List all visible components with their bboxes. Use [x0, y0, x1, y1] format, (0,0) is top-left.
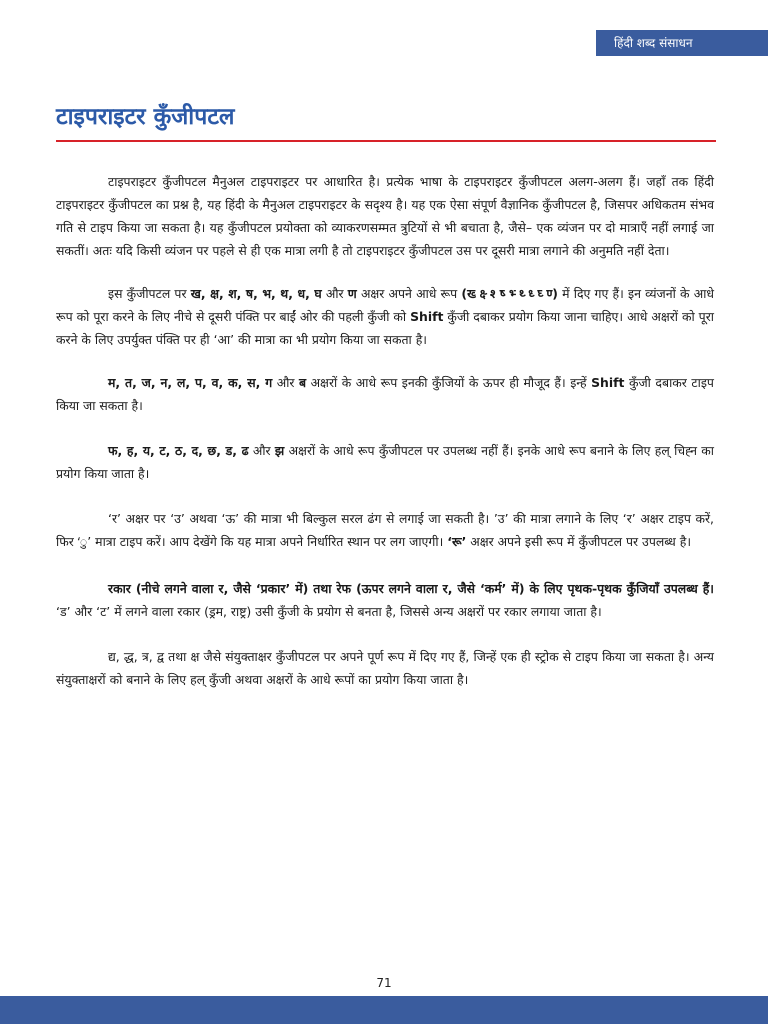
paragraph-5-text-b: अक्षर अपने इसी रूप में कुँजीपटल पर उपलब्ध है।	[470, 534, 692, 549]
bold-letter: ‘रू’	[447, 534, 467, 549]
bold-letter: ब	[298, 375, 307, 390]
paragraph-3	[56, 371, 714, 417]
paragraph-2-text-a: इस कुँजीपटल पर	[108, 286, 187, 301]
paragraph-5	[56, 507, 714, 553]
shift-key-label: Shift	[591, 375, 625, 390]
paragraph-2-text-c: में दिए गए हैं। इन व्यंजनों के आधे रूप को पूरा करने के लिए नीचे से दूसरी पंक्ति पर बाईं ओर की पहली कुँजी को	[56, 286, 714, 324]
bold-letter: झ	[274, 443, 285, 458]
paragraph-2-text-b: अक्षर अपने आधे रूप	[360, 286, 458, 301]
paragraph-3-text-b: कुँजी दबाकर टाइप किया जा सकता है।	[56, 375, 714, 413]
paragraph-4-text: अक्षरों के आधे रूप कुँजीपटल पर उपलब्ध नहीं हैं। इनके आधे रूप बनाने के लिए हल् चिह्‍न का प्रयोग किया जाता है।	[56, 443, 714, 481]
title-underline	[56, 140, 716, 142]
paragraph-7	[56, 645, 714, 691]
bold-letters: फ, ह, य, ट, ठ, द, छ, ड, ढ	[108, 443, 249, 458]
bold-letters: ख, क्ष, श, ष, भ, थ, ध, घ	[190, 286, 322, 301]
paragraph-2-text-d: कुँजी दबाकर प्रयोग किया जाना चाहिए। आधे अक्षरों को पूरा करने के लिए उपर्युक्त पंक्ति पर ही ‘आ’ की मात्रा का भी प्रयोग किया जा सकता है।	[56, 309, 714, 347]
paragraph-7-text: द्य, द्ध, त्र, द्व तथा क्ष जैसे संयुक्ताक्षर कुँजीपटल पर अपने पूर्ण रूप में दिए गए हैं, जिन्हें एक ही स्ट्रोक से टाइप किया जा सकता है। अन्य संयुक्ताक्षरों को बनाने के लिए हल् कुँजी अथवा अक्षरों के आधे रूपों का प्रयोग किया जाता है।	[56, 649, 714, 687]
paragraph-6-text: ‘ड’ और ‘ट’ में लगने वाला रकार (ड्रम, राष्ट्र) उसी कुँजी के प्रयोग से बनता है, जिससे अन्य अक्षरों पर रकार लगाया जाता है।	[56, 604, 602, 619]
conjunction: और	[252, 443, 271, 458]
conjunction: और	[325, 286, 344, 301]
paragraph-5-text-a: ‘र’ अक्षर पर ‘उ’ अथवा ‘ऊ’ की मात्रा भी बिल्कुल सरल ढंग से लगाई जा सकती है। ’उ’ की मात्रा लगाने के लिए ‘र’ अक्षर टाइप करें, फिर ‘ु’ मात्रा टाइप करें। आप देखेंगे कि यह मात्रा अपने निर्धारित स्थान पर लग जाएगी।	[56, 511, 714, 549]
body-content	[56, 170, 714, 711]
bold-letters: म, त, ज, न, ल, प, व, क, स, ग	[108, 375, 273, 390]
bold-letter: ण	[347, 286, 357, 301]
half-forms: (ख्‍ क्ष्‍ श्‍ ष्‍ भ्‍ थ्‍ ध्‍ घ्‍ ण्‍)	[461, 286, 558, 301]
bold-sentence: रकार (नीचे लगने वाला र, जैसे ‘प्रकार’ में) तथा रेफ (ऊपर लगने वाला र, जैसे ‘कर्म’ में) के लिए पृथक-पृथक कुँजियाँ उपलब्ध हैं।	[108, 581, 714, 596]
paragraph-3-text-a: अक्षरों के आधे रूप इनकी कुँजियों के ऊपर ही मौजूद हैं। इन्हें	[310, 375, 587, 390]
page-title: टाइपराइटर कुँजीपटल	[56, 104, 235, 130]
paragraph-1	[56, 170, 714, 262]
paragraph-4	[56, 439, 714, 485]
footer-bar	[0, 996, 768, 1024]
conjunction: और	[276, 375, 295, 390]
paragraph-2	[56, 282, 714, 351]
page-number: 71	[376, 976, 392, 990]
shift-key-label: Shift	[410, 309, 444, 324]
paragraph-6	[56, 577, 714, 623]
section-header-tag: हिंदी शब्द संसाधन	[596, 30, 768, 56]
paragraph-1-text: टाइपराइटर कुँजीपटल मैनुअल टाइपराइटर पर आधारित है। प्रत्येक भाषा के टाइपराइटर कुँजीपटल अलग-अलग हैं। जहाँ तक हिंदी टाइपराइटर कुँजीपटल का प्रश्न है, यह हिंदी के मैनुअल टाइपराइटर के सदृश्य है। यह एक ऐसा संपूर्ण वैज्ञानिक कुँजीपटल है, जिसपर अधिकतम संभव गति से टाइप किया जा सकता है। यह कुँजीपटल प्रयोक्ता को व्याकरणसम्मत त्रुटियों से भी बचाता है, जैसे– एक व्यंजन पर दो मात्राएँ नहीं लगाई जा सकतीं। अतः यदि किसी व्यंजन पर पहले से ही एक मात्रा लगी है तो टाइपराइटर कुँजीपटल उस पर दूसरी मात्रा लगाने की अनुमति नहीं देता।	[56, 174, 714, 258]
